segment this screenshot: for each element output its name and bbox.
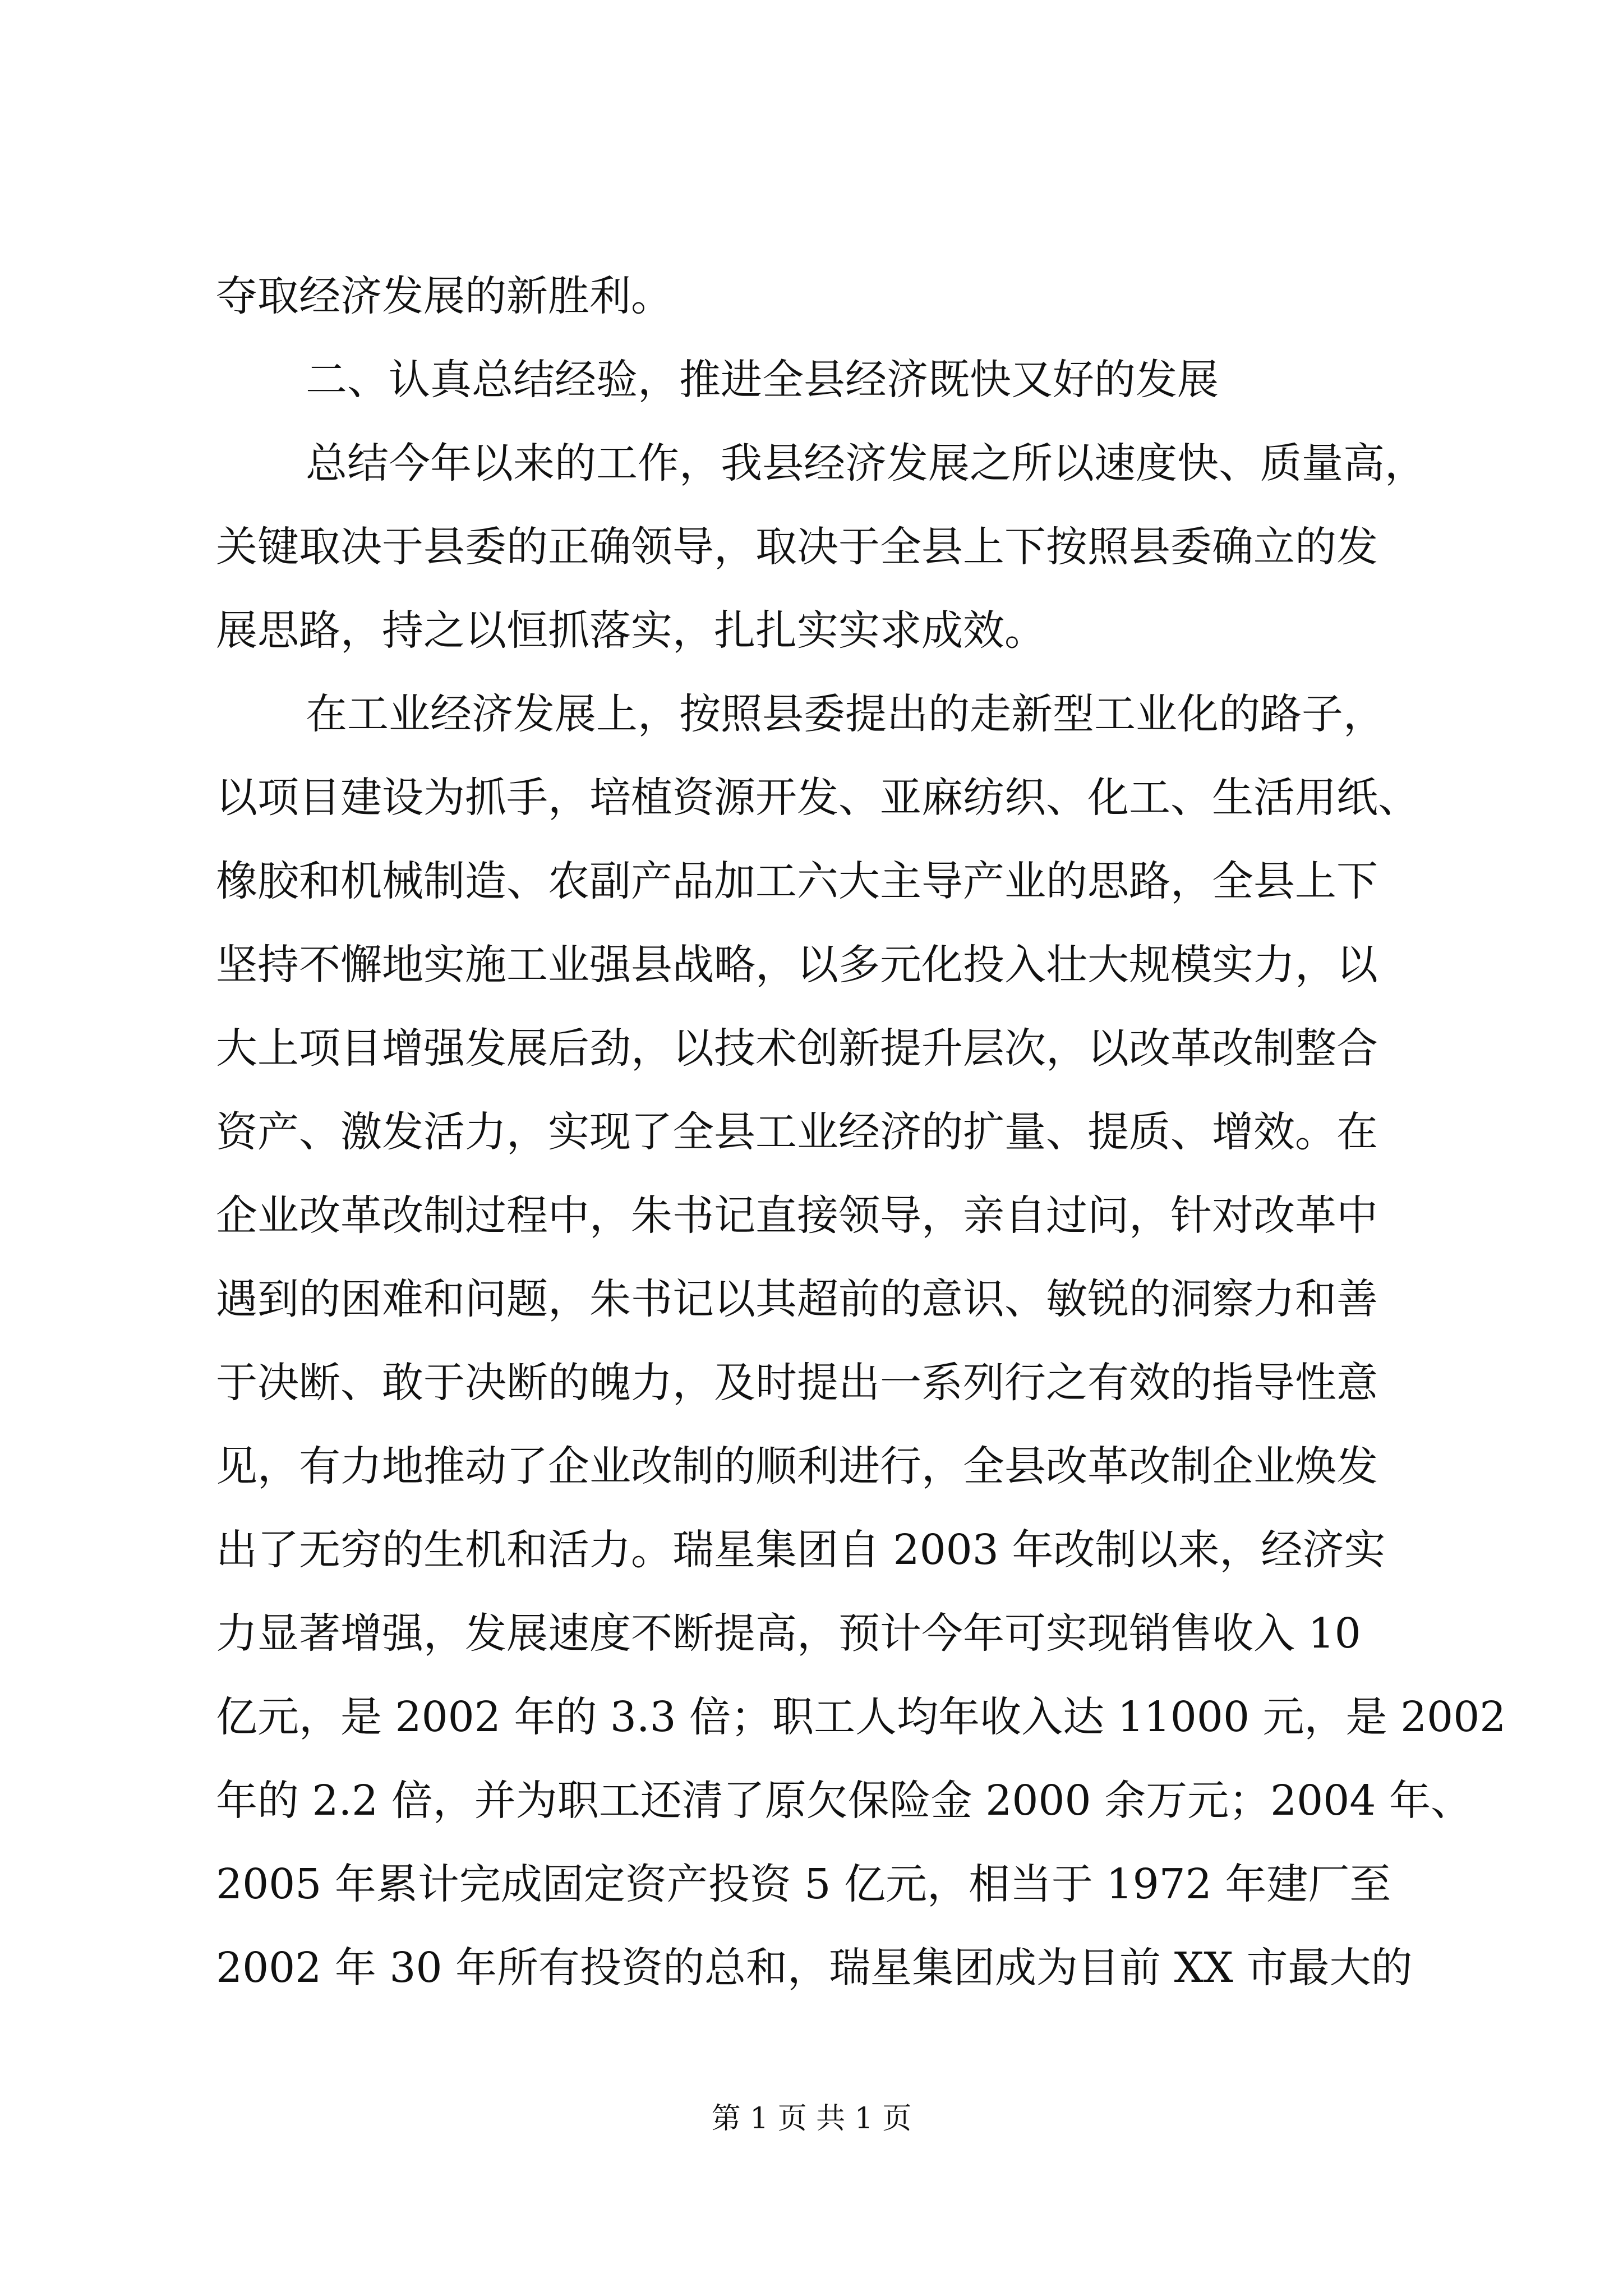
body-line-4: 关键取决于县委的正确领导，取决于全县上下按照县委确立的发: [216, 523, 1378, 571]
body-line-7: 以项目建设为抓手，培植资源开发、亚麻纺织、化工、生活用纸、: [216, 774, 1419, 822]
body-line-5: 展思路，持之以恒抓落实，扎扎实实求成效。: [216, 606, 1046, 655]
body-line-14: 于决断、敢于决断的魄力，及时提出一系列行之有效的指导性意: [216, 1359, 1378, 1407]
body-line-19: 年的 2.2 倍，并为职工还清了原欠保险金 2000 余万元；2004 年、: [216, 1777, 1472, 1825]
body-line-3: 总结今年以来的工作，我县经济发展之所以速度快、质量高，: [306, 439, 1426, 487]
body-line-15: 见，有力地推动了企业改制的顺利进行，全县改革改制企业焕发: [216, 1442, 1378, 1490]
body-line-13: 遇到的困难和问题，朱书记以其超前的意识、敏锐的洞察力和善: [216, 1275, 1378, 1323]
body-line-11: 资产、激发活力，实现了全县工业经济的扩量、提质、增效。在: [216, 1108, 1378, 1156]
body-line-12: 企业改革改制过程中，朱书记直接领导，亲自过问，针对改革中: [216, 1191, 1378, 1240]
body-line-16: 出了无穷的生机和活力。瑞星集团自 2003 年改制以来，经济实: [216, 1526, 1386, 1574]
body-line-21: 2002 年 30 年所有投资的总和，瑞星集团成为目前 XX 市最大的: [216, 1944, 1413, 1992]
section-heading: 二、认真总结经验，推进全县经济既快又好的发展: [306, 356, 1219, 404]
page-number-footer: 第 1 页 共 1 页: [711, 2102, 912, 2136]
body-line-20: 2005 年累计完成固定资产投资 5 亿元，相当于 1972 年建厂至: [216, 1860, 1391, 1908]
body-line-17: 力显著增强，发展速度不断提高，预计今年可实现销售收入 10: [216, 1609, 1361, 1658]
body-line-6: 在工业经济发展上，按照县委提出的走新型工业化的路子，: [306, 690, 1385, 738]
body-line-9: 坚持不懈地实施工业强县战略，以多元化投入壮大规模实力，以: [216, 941, 1378, 989]
body-line-8: 橡胶和机械制造、农副产品加工六大主导产业的思路，全县上下: [216, 857, 1378, 905]
body-line-10: 大上项目增强发展后劲，以技术创新提升层次，以改革改制整合: [216, 1024, 1378, 1073]
body-line-1: 夺取经济发展的新胜利。: [216, 272, 672, 320]
body-line-18: 亿元，是 2002 年的 3.3 倍；职工人均年收入达 11000 元，是 2002: [216, 1693, 1506, 1741]
